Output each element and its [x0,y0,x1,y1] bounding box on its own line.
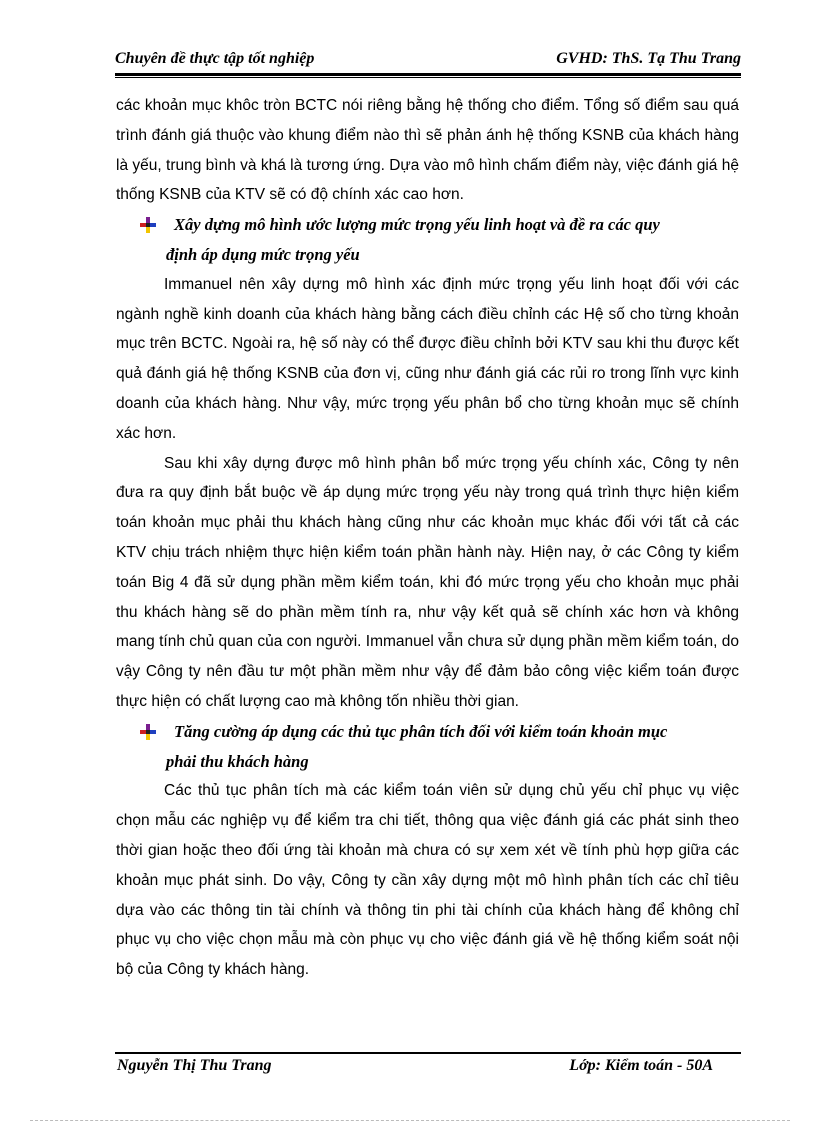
footer-rule [115,1052,741,1054]
section-heading-2 [116,717,739,777]
heading-2-line-1: Tăng cường áp dụng các thủ tục phân tích đối với kiểm toán khoản mục [174,721,668,741]
heading-1-line-1: Xây dựng mô hình ước lượng mức trọng yếu linh hoạt và đề ra các quy [174,215,660,235]
page-header [115,48,741,72]
page-edge-divider [30,1120,790,1121]
heading-2-line-2: phải thu khách hàng [166,751,309,771]
header-title: Chuyên đề thực tập tốt nghiệp [115,50,315,67]
document-body [116,91,739,985]
header-rule [115,73,741,78]
footer-author: Nguyễn Thị Thu Trang [117,1057,272,1074]
bullet-star-icon [140,217,156,233]
bullet-star-icon [140,724,156,740]
footer-class: Lớp: Kiểm toán - 50A [569,1057,713,1074]
heading-1-line-2: định áp dụng mức trọng yếu [166,244,360,264]
paragraph-4: Các thủ tục phân tích mà các kiểm toán viên sử dụng chủ yếu chỉ phục vụ việc chọn mẫu các nghiệp vụ để kiểm tra chi tiết, thông qua việc đánh giá các phát sinh theo thời gian hoặc theo đối ứng tài khoản mà chưa có sự xem xét về tính phù hợp giữa các khoản mục phát sinh. Do vậy, Công ty cần xây dựng một mô hình phân tích các chỉ tiêu dựa vào các thông tin tài chính và thông tin phi tài chính của khách hàng để không chỉ phục vụ cho việc chọn mẫu mà còn phục vụ cho việc đánh giá về hệ thống kiểm soát nội bộ của Công ty khách hàng. [116,782,739,979]
paragraph-3: Sau khi xây dựng được mô hình phân bổ mức trọng yếu chính xác, Công ty nên đưa ra quy định bắt buộc về áp dụng mức trọng yếu này trong quá trình thực hiện kiểm toán khoản mục phải thu khách hàng cũng như các khoản mục khác đối với tất cả các KTV chịu trách nhiệm thực hiện kiểm toán phần hành này. Hiện nay, ở các Công ty kiểm toán Big 4 đã sử dụng phần mềm kiểm toán, khi đó mức trọng yếu cho khoản mục phải thu khách hàng sẽ do phần mềm tính ra, như vậy kết quả sẽ chính xác hơn và không mang tính chủ quan của con người. Immanuel vẫn chưa sử dụng phần mềm kiểm toán, do vậy Công ty nên đầu tư một phần mềm như vậy để đảm bảo công việc kiểm toán được thực hiện có chất lượng cao mà không tốn nhiều thời gian. [116,454,739,710]
paragraph-1: các khoản mục khôc tròn BCTC nói riêng bằng hệ thống cho điểm. Tổng số điểm sau quá trình đánh giá thuộc vào khung điểm nào thì sẽ phản ánh hệ thống KSNB của khách hàng là yếu, trung bình và khá là tương ứng. Dựa vào mô hình chấm điểm này, việc đánh giá hệ thống KSNB của KTV sẽ có độ chính xác cao hơn. [116,97,739,204]
paragraph-2: Immanuel nên xây dựng mô hình xác định mức trọng yếu linh hoạt đối với các ngành nghề kinh doanh của khách hàng bằng cách điều chỉnh các Hệ số cho từng khoản mục trên BCTC. Ngoài ra, hệ số này có thể được điều chỉnh bởi KTV sau khi thu được kết quả đánh giá hệ thống KSNB của đơn vị, cũng như đánh giá các rủi ro trong lĩnh vực kinh doanh của khách hàng. Như vậy, mức trọng yếu phân bổ cho từng khoản mục sẽ chính xác hơn. [116,275,739,442]
header-advisor: GVHD: ThS. Tạ Thu Trang [556,50,741,67]
page-footer [115,1057,741,1081]
section-heading-1 [116,210,739,270]
